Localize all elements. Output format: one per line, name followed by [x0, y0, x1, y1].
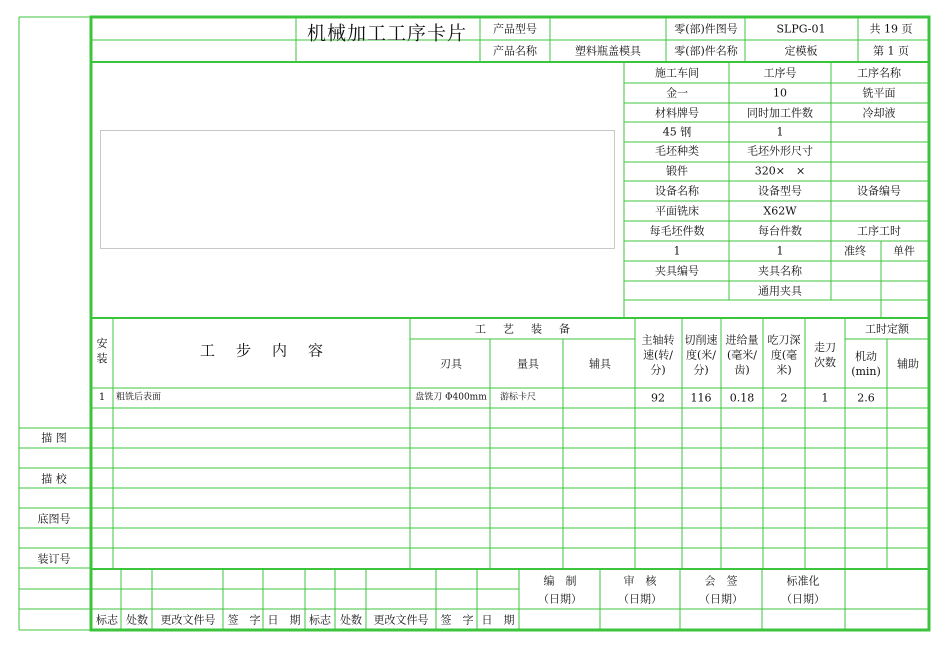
simul-label: 同时加工件数 [747, 106, 813, 120]
fixture-name-value: 通用夹具 [758, 284, 802, 298]
blank-size-label: 毛坯外形尺寸 [747, 144, 813, 158]
review-label: 审 核 [623, 574, 657, 588]
part-drawing-no-label: 零(部)件图号 [674, 22, 738, 36]
blank-type-value: 锻件 [666, 164, 688, 178]
install-header: 安装 [96, 337, 108, 365]
date-label-1: 日 期 [267, 613, 301, 627]
total-pages: 共 19 页 [869, 22, 913, 36]
prep-time-label: 准终 [844, 244, 866, 258]
compile-label: 编 制 [543, 574, 577, 588]
page-number: 第 1 页 [873, 44, 909, 58]
trace-label: 描 图 [41, 431, 67, 445]
per-blank-value: 1 [673, 244, 681, 258]
binding-no-label: 装订号 [37, 552, 71, 566]
workshop-label: 施工车间 [655, 66, 699, 80]
row-1-gauge: 游标卡尺 [499, 392, 537, 403]
row-1-no: 1 [98, 392, 106, 403]
device-model-value: X62W [763, 204, 797, 218]
row-1-machine-time: 2.6 [857, 391, 875, 405]
per-blank-label: 每毛坯件数 [649, 224, 705, 238]
op-time-label: 工序工时 [857, 224, 901, 238]
cutter-header: 刃具 [440, 357, 462, 371]
passes-header: 走刀次数 [814, 341, 836, 369]
per-set-label: 每台件数 [758, 224, 802, 238]
trace-check-label: 描 校 [41, 472, 67, 486]
count-label-2: 处数 [340, 613, 362, 627]
part-name-value: 定模板 [784, 44, 818, 58]
base-no-label: 底图号 [37, 512, 71, 526]
op-no-value: 10 [773, 86, 787, 100]
device-model-label: 设备型号 [758, 184, 802, 198]
signature-label-2: 签 字 [440, 613, 474, 627]
signature-label-1: 签 字 [227, 613, 261, 627]
product-name-value: 塑料瓶盖模具 [575, 44, 641, 58]
part-drawing-no-value: SLPG-01 [776, 22, 826, 36]
count-label-1: 处数 [126, 613, 148, 627]
material-label: 材料牌号 [655, 106, 699, 120]
change-doc-label-1: 更改文件号 [160, 613, 216, 627]
standardize-label: 标准化 [786, 574, 820, 588]
part-name-label: 零(部)件名称 [674, 44, 738, 58]
row-1-depth: 2 [780, 391, 788, 405]
mark-label-2: 标志 [309, 613, 331, 627]
per-set-value: 1 [776, 244, 784, 258]
fixture-no-label: 夹具编号 [655, 264, 699, 278]
device-name-value: 平面铣床 [655, 204, 699, 218]
op-name-label: 工序名称 [857, 66, 901, 80]
feed-header: 进给量(毫米/齿) [725, 333, 759, 377]
device-no-label: 设备编号 [857, 184, 901, 198]
spindle-speed-header: 主轴转速(转/分) [641, 333, 675, 377]
mark-label-1: 标志 [96, 613, 118, 627]
depth-header: 吃刀深度(毫米) [767, 333, 801, 377]
machine-time-header: 机动(min) [851, 350, 881, 378]
material-value: 45 钢 [662, 125, 692, 139]
countersign-label: 会 签 [704, 574, 738, 588]
card-title: 机械加工工序卡片 [306, 22, 468, 45]
row-1-cutting-speed: 116 [690, 391, 712, 405]
review-date: （日期） [618, 592, 662, 606]
countersign-date: （日期） [699, 592, 743, 606]
workshop-value: 金一 [666, 86, 688, 100]
device-name-label: 设备名称 [655, 184, 699, 198]
standardize-date: （日期） [781, 592, 825, 606]
blank-type-label: 毛坯种类 [655, 144, 699, 158]
coolant-label: 冷却液 [862, 106, 896, 120]
row-1-content: 粗铣后表面 [116, 392, 162, 403]
equipment-header: 工艺装备 [475, 322, 587, 336]
process-sketch-area [100, 130, 615, 249]
compile-date: （日期） [538, 592, 582, 606]
gauge-header: 量具 [517, 357, 539, 371]
product-name-label: 产品名称 [493, 44, 537, 58]
fixture-name-label: 夹具名称 [758, 264, 802, 278]
blank-size-value: 320× × [754, 164, 806, 178]
aux-time-header: 辅助 [897, 357, 919, 371]
row-1-passes: 1 [821, 391, 829, 405]
cutting-speed-header: 切削速度(米/分) [684, 333, 718, 377]
simul-value: 1 [776, 125, 784, 139]
row-1-spindle: 92 [651, 391, 665, 405]
unit-time-label: 单件 [893, 244, 915, 258]
aux-tool-header: 辅具 [589, 357, 611, 371]
op-name-value: 铣平面 [862, 86, 896, 100]
row-1-feed: 0.18 [729, 391, 755, 405]
step-content-header: 工步内容 [199, 341, 345, 360]
product-model-label: 产品型号 [493, 22, 537, 36]
row-1-cutter: 盘铣刀 Φ400mm [415, 392, 487, 403]
date-label-2: 日 期 [481, 613, 515, 627]
change-doc-label-2: 更改文件号 [373, 613, 429, 627]
time-quota-header: 工时定额 [865, 322, 909, 336]
op-no-label: 工序号 [763, 66, 797, 80]
